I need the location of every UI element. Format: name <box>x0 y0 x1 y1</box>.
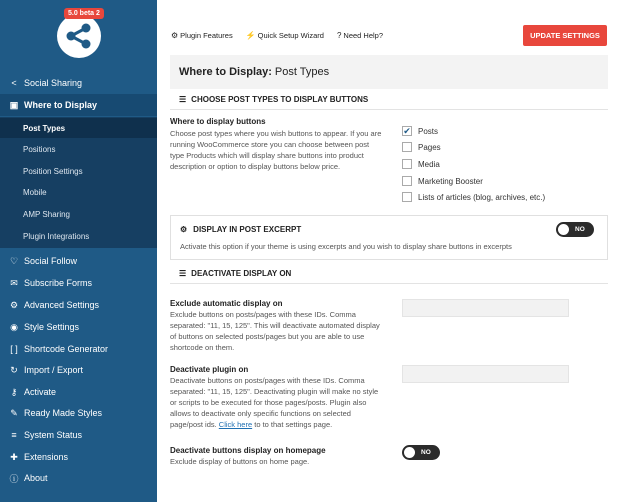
checkbox-label: Marketing Booster <box>418 176 483 186</box>
checkbox-posts[interactable] <box>402 125 438 137</box>
section-heading-deactivate-display <box>170 264 608 284</box>
excerpt-option-box <box>170 215 608 260</box>
envelope-icon: ✉ <box>10 277 18 288</box>
excerpt-heading <box>180 225 301 234</box>
sidebar-item-label: Social Follow <box>24 256 78 266</box>
section-heading-label: DEACTIVATE DISPLAY ON <box>191 269 292 278</box>
checkbox-label: Pages <box>418 142 441 152</box>
checkbox-label: Posts <box>418 126 439 136</box>
sidebar-item-label: Style Settings <box>24 322 80 332</box>
question-icon: ? <box>336 30 342 40</box>
gear-icon: ⚙ <box>9 299 19 310</box>
palette-icon: ◉ <box>10 321 18 332</box>
info-icon: ⓘ <box>9 473 19 484</box>
quick-setup-wizard-label: Quick Setup Wizard <box>257 30 324 40</box>
sidebar-item-shortcode-generator[interactable] <box>0 338 157 360</box>
sync-icon: ↻ <box>10 364 18 375</box>
sidebar-item-import-export[interactable] <box>0 359 157 381</box>
checkbox-box[interactable] <box>402 176 412 186</box>
desc-line: allows to deactivate only specific functions on selected <box>170 409 351 418</box>
sidebar-item-subscribe-forms[interactable] <box>0 272 157 294</box>
checkbox-label: Media <box>418 159 440 169</box>
need-help-label: Need Help? <box>343 30 384 40</box>
homepage-toggle[interactable] <box>402 445 440 460</box>
page-title-rest: Post Types <box>274 66 330 78</box>
list-icon: ☰ <box>179 269 187 278</box>
desc-line: running WooCommerce store you can choose between post <box>170 140 370 149</box>
sidebar-item-label: Subscribe Forms <box>24 278 93 288</box>
desc-line: Choose post types where you wish buttons to appear. If you are <box>170 129 382 138</box>
plugin-features-label: Plugin Features <box>180 30 233 40</box>
sidebar-item-label: System Status <box>24 430 83 440</box>
checkbox-box[interactable] <box>402 159 412 169</box>
toggle-label: NO <box>421 449 431 456</box>
sidebar-subitem-amp-sharing[interactable]: AMP Sharing <box>23 209 70 219</box>
sidebar-subitem-plugin-integrations[interactable]: Plugin Integrations <box>23 231 90 241</box>
click-here-link[interactable]: Click here <box>218 420 253 429</box>
excerpt-toggle[interactable] <box>556 222 594 237</box>
share-icon: < <box>11 78 17 88</box>
desc-text: to to that settings page. <box>254 420 333 429</box>
gears-icon: ⚙ <box>180 225 188 234</box>
desc-line <box>170 419 378 430</box>
server-icon: ≡ <box>11 430 17 440</box>
option-desc-deactivate-plugin <box>170 375 378 430</box>
need-help-link[interactable] <box>337 31 383 40</box>
option-desc-exclude <box>170 309 380 353</box>
sidebar-subitem-positions[interactable]: Positions <box>23 144 56 154</box>
desc-line: Exclude buttons on posts/pages with these IDs. Comma <box>170 310 356 319</box>
exclude-ids-input[interactable] <box>402 299 569 317</box>
sidebar <box>0 0 157 502</box>
page-title <box>170 55 608 89</box>
logo-area <box>0 0 157 72</box>
checkbox-media[interactable] <box>402 158 440 170</box>
page-title-bold: Where to Display: <box>179 66 272 78</box>
sidebar-item-label: Where to Display <box>24 100 98 110</box>
sidebar-item-extensions[interactable] <box>0 446 157 468</box>
quick-setup-wizard-link[interactable] <box>246 31 324 40</box>
sidebar-item-social-follow[interactable] <box>0 250 157 272</box>
checkbox-marketing-booster[interactable] <box>402 175 483 187</box>
sidebar-item-label: Ready Made Styles <box>24 408 103 418</box>
key-icon: ⚷ <box>10 386 18 397</box>
checkbox-box[interactable] <box>402 142 412 152</box>
option-title-deactivate-plugin: Deactivate plugin on <box>170 365 249 374</box>
checkbox-label: Lists of articles (blog, archives, etc.) <box>418 192 546 202</box>
sidebar-item-label: Shortcode Generator <box>24 344 109 354</box>
layout-icon: ▣ <box>9 99 19 110</box>
desc-line: Deactivate buttons on posts/pages with these IDs. Comma <box>170 376 365 385</box>
top-links <box>171 28 396 42</box>
section-heading-label: CHOOSE POST TYPES TO DISPLAY BUTTONS <box>191 95 369 104</box>
sidebar-item-social-sharing[interactable] <box>0 72 157 94</box>
checkbox-pages[interactable] <box>402 141 441 153</box>
desc-line: separated: "11, 15, 125". Deactivating plugin will make no style <box>170 387 379 396</box>
desc-line: of buttons on selected posts/pages but you are able to use <box>170 332 365 341</box>
toggle-knob <box>558 224 569 235</box>
sidebar-item-label: Activate <box>24 387 57 397</box>
sidebar-item-label: Extensions <box>24 452 69 462</box>
desc-text: page/post ids. <box>170 420 217 429</box>
sidebar-item-label: About <box>24 473 48 483</box>
gear-icon: ⚙ <box>171 30 179 40</box>
desc-line: type Products which will display share buttons into product <box>170 151 364 160</box>
sidebar-item-style-settings[interactable] <box>0 316 157 338</box>
sidebar-submenu <box>0 117 157 248</box>
checkbox-lists-of-articles[interactable] <box>402 191 545 203</box>
heart-icon: ♡ <box>9 255 19 266</box>
list-icon: ☰ <box>179 95 187 104</box>
sidebar-item-system-status[interactable] <box>0 424 157 446</box>
desc-line: shortcode on them. <box>170 343 235 352</box>
deactivate-plugin-ids-input[interactable] <box>402 365 569 383</box>
sidebar-item-activate[interactable] <box>0 381 157 403</box>
excerpt-heading-label: DISPLAY IN POST EXCERPT <box>193 225 302 234</box>
toggle-knob <box>404 447 415 458</box>
desc-line: description or option to display buttons below price. <box>170 162 341 171</box>
checkbox-box[interactable] <box>402 192 412 202</box>
sidebar-item-ready-made-styles[interactable] <box>0 402 157 424</box>
option-title-where-to-display: Where to display buttons <box>170 117 266 126</box>
sidebar-item-label: Advanced Settings <box>24 300 100 310</box>
desc-line: separated: "11, 15, 125". This will deactivate automated display <box>170 321 380 330</box>
sidebar-item-where-to-display[interactable] <box>0 94 157 116</box>
option-title-exclude: Exclude automatic display on <box>170 299 283 308</box>
plugin-features-link[interactable] <box>171 31 233 40</box>
sidebar-subitem-mobile[interactable]: Mobile <box>23 187 47 197</box>
sidebar-item-about[interactable] <box>0 467 157 489</box>
share-logo-icon <box>65 22 93 50</box>
toggle-label: NO <box>575 226 585 233</box>
brush-icon: ✎ <box>10 407 18 418</box>
section-heading-choose-post-types <box>170 90 608 110</box>
option-title-homepage: Deactivate buttons display on homepage <box>170 446 326 455</box>
update-settings-button[interactable]: UPDATE SETTINGS <box>523 25 607 46</box>
sidebar-subitem-post-types[interactable]: Post Types <box>0 118 157 138</box>
excerpt-desc: Activate this option if your theme is using excerpts and you wish to display share buttons in excerpts <box>180 242 512 251</box>
sidebar-item-advanced-settings[interactable] <box>0 294 157 316</box>
brackets-icon: [ ] <box>10 344 18 354</box>
version-badge: 5.0 beta 2 <box>64 8 104 19</box>
checkbox-checked-icon[interactable]: ✔ <box>403 125 411 136</box>
desc-line: or scripts to be executed for those pages/posts. Plugin also <box>170 398 367 407</box>
sidebar-item-label: Import / Export <box>24 365 84 375</box>
logo <box>57 14 101 58</box>
sidebar-subitem-position-settings[interactable]: Position Settings <box>23 166 83 176</box>
sidebar-item-label: Social Sharing <box>24 78 83 88</box>
option-desc-where-to-display <box>170 128 381 172</box>
puzzle-icon: ✚ <box>10 451 18 462</box>
option-desc-homepage: Exclude display of buttons on home page. <box>170 457 310 466</box>
bolt-icon: ⚡ <box>245 30 256 40</box>
